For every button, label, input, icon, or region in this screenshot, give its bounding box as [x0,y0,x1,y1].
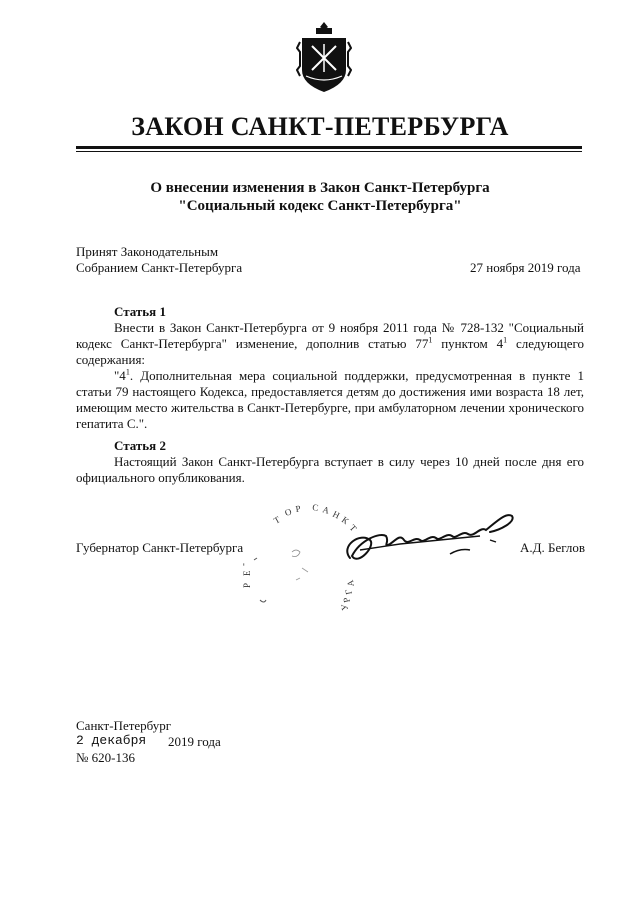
svg-text:-: - [238,563,248,566]
signatory-title: Губернатор Санкт-Петербурга [76,540,244,555]
footer-city: Санкт-Петербург [76,718,172,733]
article-1-quote-line-3: имеющим место жительства в Санкт-Петербурге, при амбулаторном лечении хронического [76,400,584,415]
article-2-heading: Статья 2 [114,438,166,453]
svg-text:К: К [339,514,351,527]
svg-text:Т: Т [347,522,359,534]
svg-text:А: А [321,504,331,516]
svg-text:Р: Р [294,503,302,514]
subtitle-line-1: О внесении изменения в Закон Санкт-Петербурга [150,180,490,196]
svg-text:Е: Е [242,570,252,576]
adopted-by-line-1: Принят Законодательным [76,244,219,259]
footer-number: № 620-136 [76,750,135,765]
title-rule [76,146,582,149]
svg-text:Т: Т [272,514,282,526]
article-1-quote-line-4: гепатита С.". [76,416,148,431]
title-rule-thin [76,151,582,152]
law-title: ЗАКОН САНКТ-ПЕТЕРБУРГА [131,112,509,141]
article-1-text-line-2: кодекс Санкт-Петербурга" изменение, дополнив статью $77^1$ пунктом $4^1$ следующего [76,335,584,351]
svg-text:У: У [339,603,350,612]
article-2-text-line-2: официального опубликования. [76,470,245,485]
footer-date-day-month: 2 декабря [76,733,147,748]
signatory-name: А.Д. Беглов [520,540,586,555]
adopted-by-line-2: Собранием Санкт-Петербурга [76,260,243,275]
svg-text:С: С [311,502,320,513]
article-1-text-line-1: Внести в Закон Санкт-Петербурга от 9 ноября 2011 года № 728-132 "Социальный [114,320,584,335]
svg-text:А: А [344,579,356,588]
subtitle-line-2: "Социальный кодекс Санкт-Петербурга" [178,198,462,214]
footer-date-year: 2019 года [168,734,221,749]
coat-of-arms-emblem [296,20,352,96]
svg-text:О: О [283,506,293,518]
adopted-date: 27 ноября 2019 года [470,260,581,275]
article-1-quote-line-1: "$4^1$. Дополнительная мера социальной поддержки, предусмотренная в пункте 1 [114,367,584,383]
svg-text:Г: Г [343,588,354,596]
svg-text:Р: Р [242,582,252,588]
article-1-text-line-3: содержания: [76,352,146,367]
handwritten-signature [330,496,530,576]
svg-text:Н: Н [331,508,342,521]
article-1-quote-line-2: статьи 79 настоящего Кодекса, предоставляется детям до достижения ими возраста 18 лет, [76,384,584,399]
article-2-text-line-1: Настоящий Закон Санкт-Петербурга вступает в силу через 10 дней после дня его [114,454,584,469]
svg-text:Р: Р [341,596,352,604]
article-1-heading: Статья 1 [114,304,166,319]
